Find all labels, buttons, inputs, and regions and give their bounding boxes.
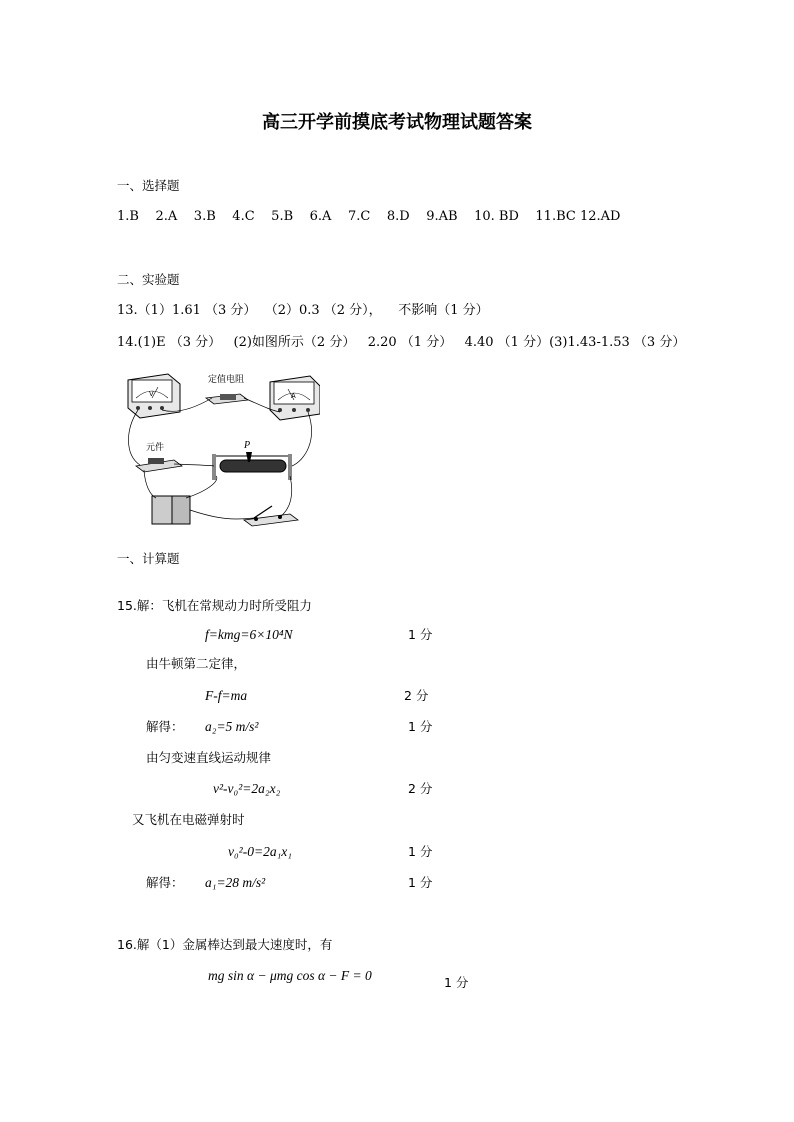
q15-equation-2: F-f=ma (205, 688, 248, 703)
answer-q13: 13.（1）1.61 （3 分） （2）0.3 （2 分）， 不影响（1 分） (117, 303, 489, 318)
q15-intro: 15.解：飞机在常规动力时所受阻力 (117, 598, 312, 613)
battery-figure (152, 496, 190, 524)
q15-equation-5: v₀²-0=2a₁x₁ (228, 844, 292, 859)
answer-q14: 14.(1)E （3 分） (2)如图所示（2 分） 2.20 （1 分） 4.40 （1 分）(3)1.43-1.53 （3 分） (117, 335, 686, 350)
ammeter-label: A (291, 393, 296, 400)
fixed-resistor-figure (206, 373, 248, 404)
q15-score-3: 1 分 (408, 719, 433, 734)
element-label: 元件 (146, 443, 165, 453)
q16-intro: 16.解（1）金属棒达到最大速度时，有 (117, 937, 333, 952)
q15-line-5: 又飞机在电磁弹射时 (132, 812, 245, 827)
q15-line-2: 由牛顿第二定律， (146, 656, 247, 671)
element-figure (136, 441, 182, 472)
q16-equation-1: mg sin α − μmg cos α − F = 0 (208, 968, 372, 983)
q15-score-6: 1 分 (408, 875, 433, 890)
choice-answers: 1.B 2.A 3.B 4.C 5.B 6.A 7.C 8.D 9.AB 10. BD 11.BC 12.AD (117, 209, 621, 224)
q15-equation-4: v²-v₀²=2a₂x₂ (213, 781, 281, 796)
q15-line-4: 由匀变速直线运动规律 (146, 750, 272, 765)
page-title: 高三开学前摸底考试物理试题答案 (262, 112, 532, 133)
rheostat-figure (212, 440, 292, 480)
q15-score-2: 2 分 (404, 688, 429, 703)
resistor-label: 定值电阻 (208, 375, 245, 385)
q15-solve-label-1: 解得： (146, 719, 184, 734)
voltmeter-label: V (149, 391, 154, 398)
q15-equation-3: a₂=5 m/s² (205, 719, 259, 734)
slider-label: P (244, 440, 251, 451)
q15-solve-label-2: 解得： (146, 875, 184, 890)
q15-score-1: 1 分 (408, 627, 433, 642)
q15-equation-6: a₁=28 m/s² (205, 875, 266, 890)
q15-score-4: 2 分 (408, 781, 433, 796)
ammeter-figure (270, 376, 320, 420)
circuit-diagram (120, 370, 320, 530)
section-heading-calculation: 一、计算题 (117, 551, 180, 566)
q15-equation-1: f=kmg=6×10⁴N (205, 627, 293, 642)
section-heading-choice: 一、选择题 (117, 178, 180, 193)
section-heading-experiment: 二、实验题 (117, 272, 180, 287)
q16-score-1: 1 分 (444, 975, 469, 990)
q15-score-5: 1 分 (408, 844, 433, 859)
switch-figure (244, 506, 298, 526)
